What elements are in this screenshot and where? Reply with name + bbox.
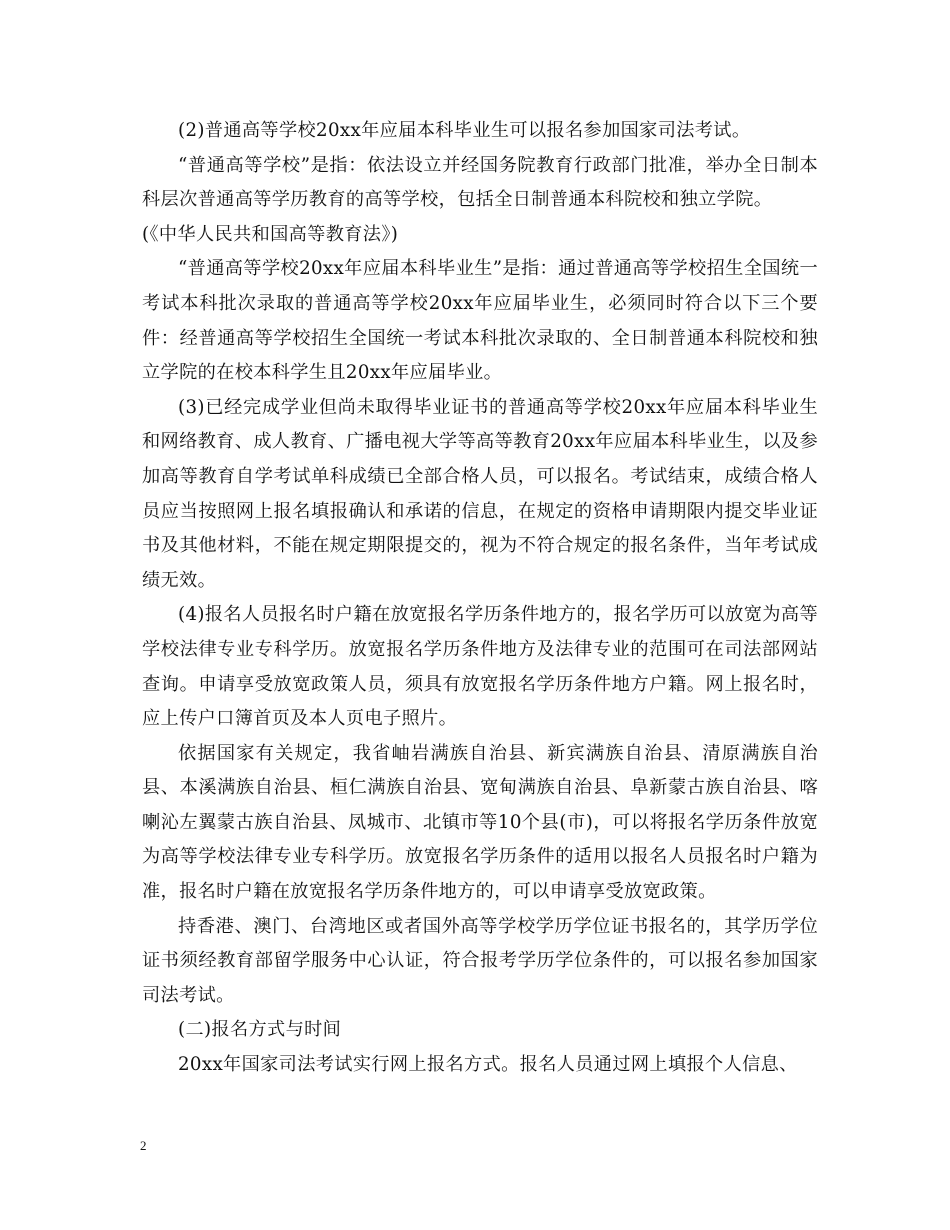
- paragraph-item-3-eligibility: (3)已经完成学业但尚未取得毕业证书的普通高等学校20xx年应届本科毕业生和网络教育、成人教育、广播电视大学等高等教育20xx年应届本科毕业生，以及参加高等教育自学考试单科成绩已全部合格人员，可以报名。考试结束，成绩合格人员应当按照网上报名填报确认和承诺的信息，在规定的资格申请期限内提交毕业证书及其他材料，不能在规定期限提交的，视为不符合规定的报名条件，当年考试成绩无效。: [142, 396, 818, 591]
- paragraph-foreign-degree: 持香港、澳门、台湾地区或者国外高等学校学历学位证书报名的，其学历学位证书须经教育部留学服务中心认证，符合报考学历学位条件的，可以报名参加国家司法考试。: [142, 915, 818, 1006]
- paragraph-definition-graduates: “普通高等学校20xx年应届本科毕业生”是指：通过普通高等学校招生全国统一考试本科批次录取的普通高等学校20xx年应届毕业生，必须同时符合以下三个要件：经普通高等学校招生全国统一考试本科批次录取的、全日制普通本科院校和独立学院的在校本科学生且20xx年应届毕业。: [142, 258, 818, 384]
- paragraph-online-registration: 20xx年国家司法考试实行网上报名方式。报名人员通过网上填报个人信息、: [178, 1054, 798, 1076]
- section-heading-registration: (二)报名方式与时间: [178, 1019, 342, 1041]
- paragraph-law-citation: (《中华人民共和国高等教育法》): [142, 223, 399, 245]
- paragraph-province-counties: 依据国家有关规定，我省岫岩满族自治县、新宾满族自治县、清原满族自治县、本溪满族自治县、桓仁满族自治县、宽甸满族自治县、阜新蒙古族自治县、喀喇沁左翼蒙古族自治县、凤城市、北镇市等10个县(市)，可以将报名学历条件放宽为高等学校法律专业专科学历。放宽报名学历条件的适用以报名人员报名时户籍为准，报名时户籍在放宽报名学历条件地方的，可以申请享受放宽政策。: [142, 742, 818, 903]
- paragraph-definition-regular-college: “普通高等学校”是指：依法设立并经国务院教育行政部门批准，举办全日制本科层次普通高等学历教育的高等学校，包括全日制普通本科院校和独立学院。: [142, 154, 818, 211]
- paragraph-item-4-relaxed-conditions: (4)报名人员报名时户籍在放宽报名学历条件地方的，报名学历可以放宽为高等学校法律专业专科学历。放宽报名学历条件地方及法律专业的范围可在司法部网站查询。申请享受放宽政策人员，须具有放宽报名学历条件地方户籍。网上报名时，应上传户口簿首页及本人页电子照片。: [142, 604, 818, 730]
- page-number: 2: [140, 1138, 147, 1153]
- paragraph-item-2-eligibility: (2)普通高等学校20xx年应届本科毕业生可以报名参加国家司法考试。: [178, 120, 751, 141]
- document-body: [142, 114, 818, 1083]
